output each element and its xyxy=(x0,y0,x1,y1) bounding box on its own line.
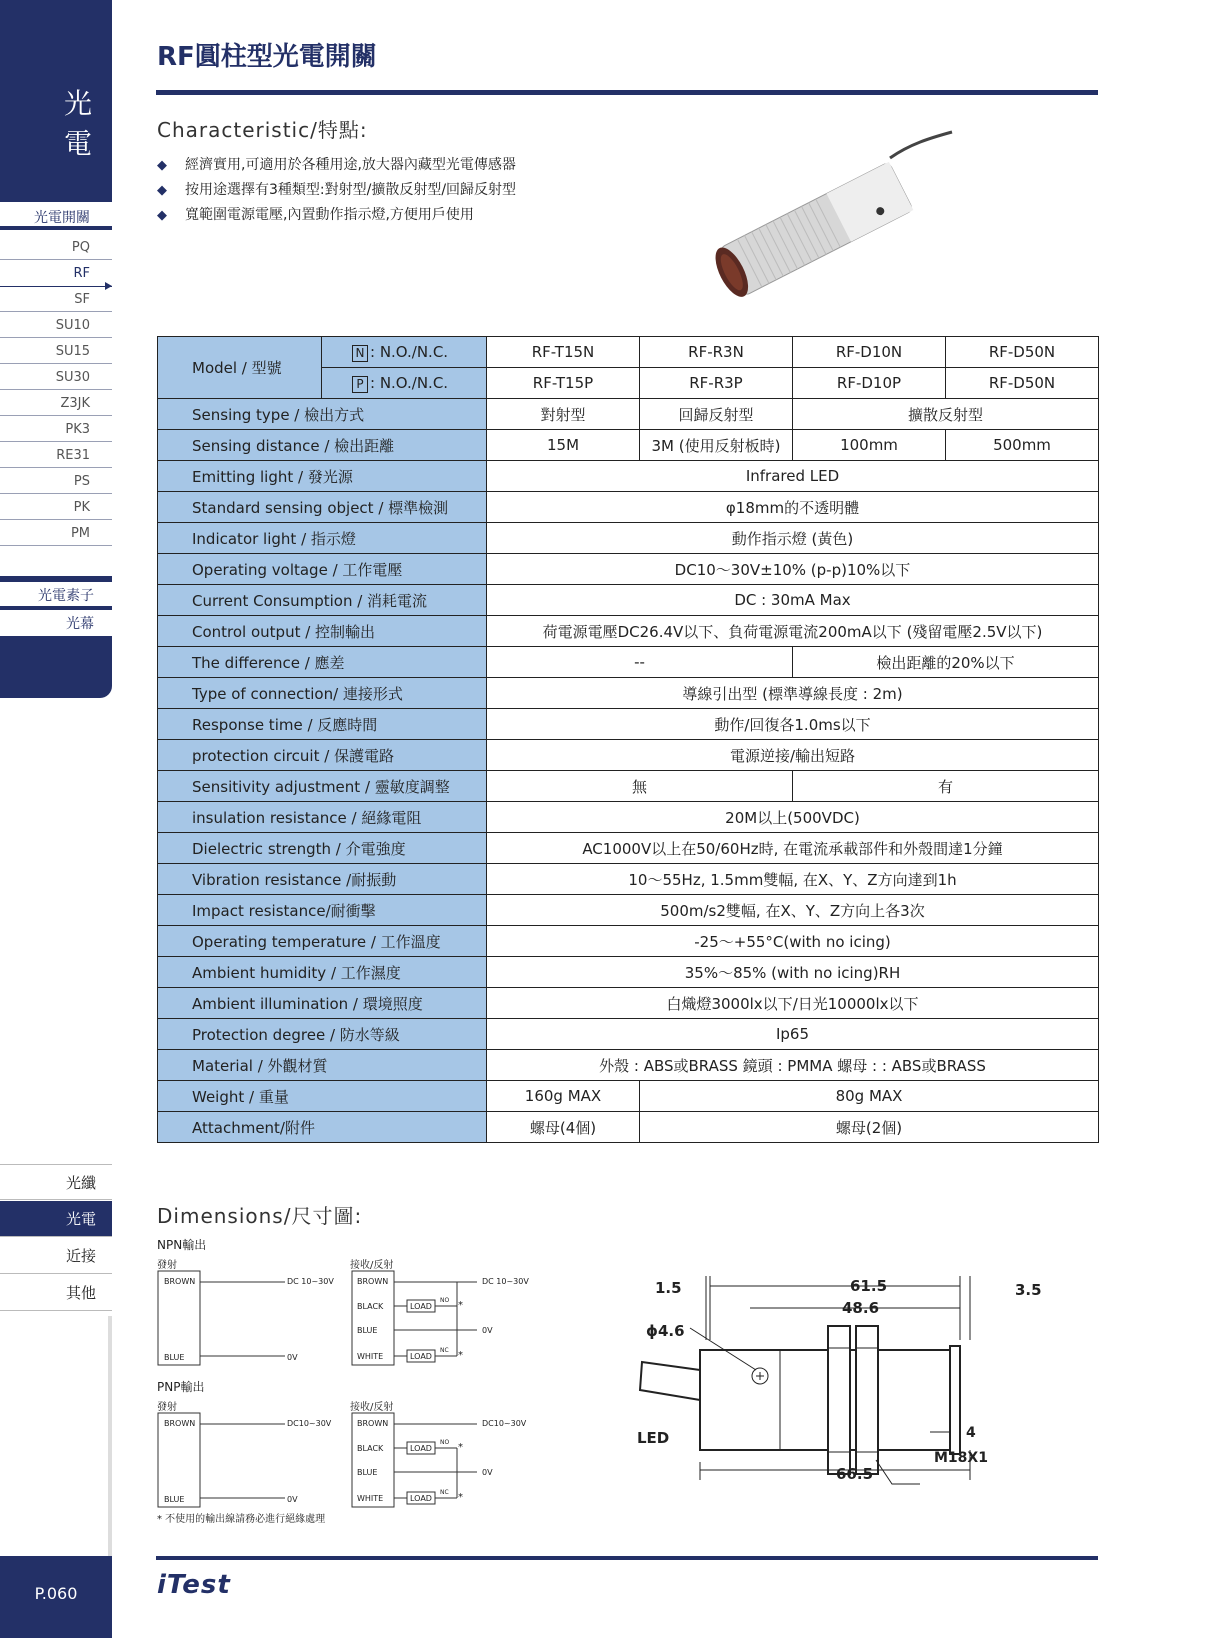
table-row xyxy=(158,1112,1099,1143)
title-rule xyxy=(156,90,1098,95)
npn-nc: NC xyxy=(440,1347,449,1354)
npn-title: NPN輸出 xyxy=(157,1238,207,1252)
sidebar-nav-fiber[interactable]: 光纖 xyxy=(0,1164,112,1200)
dim-61-5: 61.5 xyxy=(850,1277,888,1295)
model-label: Model / 型號 xyxy=(158,337,322,399)
row-label: insulation resistance / 絕緣電阻 xyxy=(158,802,487,833)
row-label: Emitting light / 發光源 xyxy=(158,461,487,492)
pnp-r-blue: BLUE xyxy=(357,1468,378,1477)
table-row xyxy=(158,461,1099,492)
row-label: Operating voltage / 工作電壓 xyxy=(158,554,487,585)
cell: 20M以上(500VDC) xyxy=(487,802,1099,833)
model-cell: RF-T15P xyxy=(487,368,640,399)
wiring-note: * 不使用的輸出線請務必進行絕緣處理 xyxy=(157,1514,326,1525)
model-n-label: N : N.O./N.C. xyxy=(322,337,487,368)
table-row xyxy=(158,957,1099,988)
sidebar-nav-other[interactable]: 其他 xyxy=(0,1275,112,1311)
dim-66-5: 66.5 xyxy=(836,1465,874,1483)
cell: 無 xyxy=(487,771,793,802)
npn-r-0v: 0V xyxy=(482,1326,493,1335)
npn-load1: LOAD xyxy=(410,1302,432,1311)
cell: 回歸反射型 xyxy=(640,399,793,430)
pnp-blue: BLUE xyxy=(164,1495,185,1504)
npn-r-blue: BLUE xyxy=(357,1326,378,1335)
cell: 擴散反射型 xyxy=(793,399,1099,430)
sidebar-item-su30[interactable]: SU30 xyxy=(0,366,112,390)
row-label: Indicator light / 指示燈 xyxy=(158,523,487,554)
sidebar-sub-lightcurtain[interactable]: 光幕 xyxy=(66,616,94,632)
sidebar-block xyxy=(0,636,112,698)
model-cell: RF-R3P xyxy=(640,368,793,399)
npn-0v: 0V xyxy=(287,1353,298,1362)
sidebar-item-ps[interactable]: PS xyxy=(0,470,112,494)
row-label: Protection degree / 防水等級 xyxy=(158,1019,487,1050)
npn-star2: * xyxy=(458,1350,463,1361)
pnp-r-dc: DC10~30V xyxy=(482,1419,527,1428)
characteristic-item: ◆ 寬範圍電源電壓,內置動作指示燈,方便用戶使用 xyxy=(157,203,516,228)
model-cell: RF-R3N xyxy=(640,337,793,368)
pnp-r-white: WHITE xyxy=(357,1494,384,1503)
pnp-star1: * xyxy=(458,1442,463,1453)
sidebar-item-pk[interactable]: PK xyxy=(0,496,112,520)
model-cell: RF-D10P xyxy=(793,368,946,399)
npn-dc: DC 10~30V xyxy=(287,1277,334,1286)
npn-recv-label: 接收/反射 xyxy=(350,1260,394,1271)
cell: 螺母(4個) xyxy=(487,1112,640,1143)
pnp-title: PNP輸出 xyxy=(157,1380,205,1394)
pnp-recv-label: 接收/反射 xyxy=(350,1402,394,1413)
sidebar-divider xyxy=(0,576,112,582)
table-row xyxy=(158,802,1099,833)
cell: -25～+55°C(with no icing) xyxy=(487,926,1099,957)
pnp-brown: BROWN xyxy=(164,1419,196,1428)
sidebar-item-su10[interactable]: SU10 xyxy=(0,314,112,338)
cell: 螺母(2個) xyxy=(640,1112,1099,1143)
cell: 檢出距離的20%以下 xyxy=(793,647,1099,678)
cell: 荷電源電壓DC26.4V以下、負荷電源電流200mA以下 (殘留電壓2.5V以下) xyxy=(487,616,1099,647)
cell: DC : 30mA Max xyxy=(487,585,1099,616)
sidebar-item-z3jk[interactable]: Z3JK xyxy=(0,392,112,416)
npn-blue: BLUE xyxy=(164,1353,185,1362)
cell: 動作/回復各1.0ms以下 xyxy=(487,709,1099,740)
table-row xyxy=(158,1081,1099,1112)
npn-wiring-diagram xyxy=(157,1270,537,1370)
sidebar-section-header[interactable]: 光電開關 xyxy=(0,206,112,230)
dim-48-6: 48.6 xyxy=(842,1299,880,1317)
pnp-star2: * xyxy=(458,1492,463,1503)
model-cell: RF-D10N xyxy=(793,337,946,368)
sidebar-item-su15[interactable]: SU15 xyxy=(0,340,112,364)
cell: 160g MAX xyxy=(487,1081,640,1112)
sidebar-item-pk3[interactable]: PK3 xyxy=(0,418,112,442)
npn-r-brown: BROWN xyxy=(357,1277,389,1286)
row-label: Sensing distance / 檢出距離 xyxy=(158,430,487,461)
cell: -- xyxy=(487,647,793,678)
cell: 500m/s2雙幅, 在X、Y、Z方向上各3次 xyxy=(487,895,1099,926)
cell: Ip65 xyxy=(487,1019,1099,1050)
model-cell: RF-T15N xyxy=(487,337,640,368)
npn-r-dc: DC 10~30V xyxy=(482,1277,529,1286)
cell: 3M (使用反射板時) xyxy=(640,430,793,461)
row-label: Weight / 重量 xyxy=(158,1081,487,1112)
row-label: Dielectric strength / 介電強度 xyxy=(158,833,487,864)
table-row xyxy=(158,678,1099,709)
page-title: RF圓柱型光電開關 xyxy=(157,42,377,72)
cell: 80g MAX xyxy=(640,1081,1099,1112)
dim-3-5: 3.5 xyxy=(1015,1281,1042,1299)
model-cell: RF-D50N xyxy=(946,337,1099,368)
product-image xyxy=(690,130,960,310)
cell: 外殼 : ABS或BRASS 鏡頭 : PMMA 螺母 : : ABS或BRASS xyxy=(487,1050,1099,1081)
characteristic-list xyxy=(157,153,516,228)
characteristic-item: ◆ 經濟實用,可適用於各種用途,放大器內藏型光電傳感器 xyxy=(157,153,516,178)
table-row xyxy=(158,430,1099,461)
cell: 導線引出型 (標準導線長度 : 2m) xyxy=(487,678,1099,709)
row-label: Ambient humidity / 工作濕度 xyxy=(158,957,487,988)
table-row xyxy=(158,833,1099,864)
cell: 對射型 xyxy=(487,399,640,430)
npn-no: NO xyxy=(440,1297,450,1304)
table-row xyxy=(158,585,1099,616)
pnp-dc: DC10~30V xyxy=(287,1419,332,1428)
table-row xyxy=(158,988,1099,1019)
sidebar-item-sf[interactable]: SF xyxy=(0,288,112,312)
page-number: P.060 xyxy=(0,1556,112,1638)
row-label: Ambient illumination / 環境照度 xyxy=(158,988,487,1019)
dim-thread: M18X1 xyxy=(934,1450,988,1466)
table-row xyxy=(158,399,1099,430)
dimensions-heading: Dimensions/尺寸圖: xyxy=(157,1204,363,1228)
row-label: protection circuit / 保護電路 xyxy=(158,740,487,771)
table-row xyxy=(158,926,1099,957)
sidebar-item-pm[interactable]: PM xyxy=(0,522,112,546)
row-label: Control output / 控制輸出 xyxy=(158,616,487,647)
dim-4: 4 xyxy=(966,1425,976,1441)
sidebar-item-re31[interactable]: RE31 xyxy=(0,444,112,468)
row-label: Operating temperature / 工作溫度 xyxy=(158,926,487,957)
sidebar-item-pq[interactable]: PQ xyxy=(0,236,112,260)
model-cell: RF-D50N xyxy=(946,368,1099,399)
cell: DC10～30V±10% (p-p)10%以下 xyxy=(487,554,1099,585)
cell: 15M xyxy=(487,430,640,461)
sidebar-sub-optoelement[interactable]: 光電素子 xyxy=(0,584,112,610)
sidebar-nav-proximity[interactable]: 近接 xyxy=(0,1238,112,1274)
characteristic-item: ◆ 按用途選擇有3種類型:對射型/擴散反射型/回歸反射型 xyxy=(157,178,516,203)
table-row xyxy=(158,492,1099,523)
npn-load2: LOAD xyxy=(410,1352,432,1361)
table-row xyxy=(158,740,1099,771)
table-row xyxy=(158,709,1099,740)
cell: 100mm xyxy=(793,430,946,461)
arrow-right-icon xyxy=(0,286,112,287)
pnp-nc: NC xyxy=(440,1489,449,1496)
pnp-load2: LOAD xyxy=(410,1494,432,1503)
row-label: Response time / 反應時間 xyxy=(158,709,487,740)
table-row xyxy=(158,337,1099,368)
cell: Infrared LED xyxy=(487,461,1099,492)
cell: φ18mm的不透明體 xyxy=(487,492,1099,523)
table-row xyxy=(158,647,1099,678)
npn-emit-label: 發射 xyxy=(157,1260,177,1271)
pnp-r-0v: 0V xyxy=(482,1468,493,1477)
cell: 10～55Hz, 1.5mm雙幅, 在X、Y、Z方向達到1h xyxy=(487,864,1099,895)
row-label: Sensitivity adjustment / 靈敏度調整 xyxy=(158,771,487,802)
cell: 動作指示燈 (黃色) xyxy=(487,523,1099,554)
pnp-load1: LOAD xyxy=(410,1444,432,1453)
pnp-wiring-diagram xyxy=(157,1412,537,1512)
row-label: Type of connection/ 連接形式 xyxy=(158,678,487,709)
sidebar-bottom-line xyxy=(108,1316,112,1556)
sidebar-category: 光電 xyxy=(63,87,92,160)
npn-brown: BROWN xyxy=(164,1277,196,1286)
table-row xyxy=(158,523,1099,554)
cell: 白熾燈3000lx以下/日光10000lx以下 xyxy=(487,988,1099,1019)
dim-1-5: 1.5 xyxy=(655,1279,682,1297)
spec-table xyxy=(157,336,1099,1143)
model-p-label: P : N.O./N.C. xyxy=(322,368,487,399)
cell: 500mm xyxy=(946,430,1099,461)
footer-rule xyxy=(156,1556,1098,1560)
npn-star1: * xyxy=(458,1300,463,1311)
characteristic-heading: Characteristic/特點: xyxy=(157,118,368,142)
row-label: Vibration resistance /耐振動 xyxy=(158,864,487,895)
npn-r-white: WHITE xyxy=(357,1352,384,1361)
table-row xyxy=(158,1019,1099,1050)
dim-phi: ϕ4.6 xyxy=(646,1322,685,1340)
brand-logo: iTest xyxy=(157,1570,231,1600)
table-row xyxy=(158,771,1099,802)
pnp-0v: 0V xyxy=(287,1495,298,1504)
table-row xyxy=(158,895,1099,926)
table-row xyxy=(158,1050,1099,1081)
row-label: Standard sensing object / 標準檢測 xyxy=(158,492,487,523)
table-row xyxy=(158,616,1099,647)
table-row xyxy=(158,554,1099,585)
sidebar-nav-photoelectric[interactable]: 光電 xyxy=(0,1201,112,1237)
cell: 有 xyxy=(793,771,1099,802)
row-label: Sensing type / 檢出方式 xyxy=(158,399,487,430)
pnp-emit-label: 發射 xyxy=(157,1402,177,1413)
pnp-no: NO xyxy=(440,1439,450,1446)
cell: 35%～85% (with no icing)RH xyxy=(487,957,1099,988)
npn-r-black: BLACK xyxy=(357,1302,384,1311)
row-label: Impact resistance/耐衝擊 xyxy=(158,895,487,926)
pnp-r-black: BLACK xyxy=(357,1444,384,1453)
pnp-r-brown: BROWN xyxy=(357,1419,389,1428)
row-label: Material / 外觀材質 xyxy=(158,1050,487,1081)
dim-led: LED xyxy=(637,1429,670,1447)
sidebar-item-rf[interactable]: RF xyxy=(73,266,90,281)
cell: 電源逆接/輸出短路 xyxy=(487,740,1099,771)
cell: AC1000V以上在50/60Hz時, 在電流承載部件和外殼間達1分鐘 xyxy=(487,833,1099,864)
table-row xyxy=(158,864,1099,895)
row-label: Current Consumption / 消耗電流 xyxy=(158,585,487,616)
row-label: The difference / 應差 xyxy=(158,647,487,678)
row-label: Attachment/附件 xyxy=(158,1112,487,1143)
